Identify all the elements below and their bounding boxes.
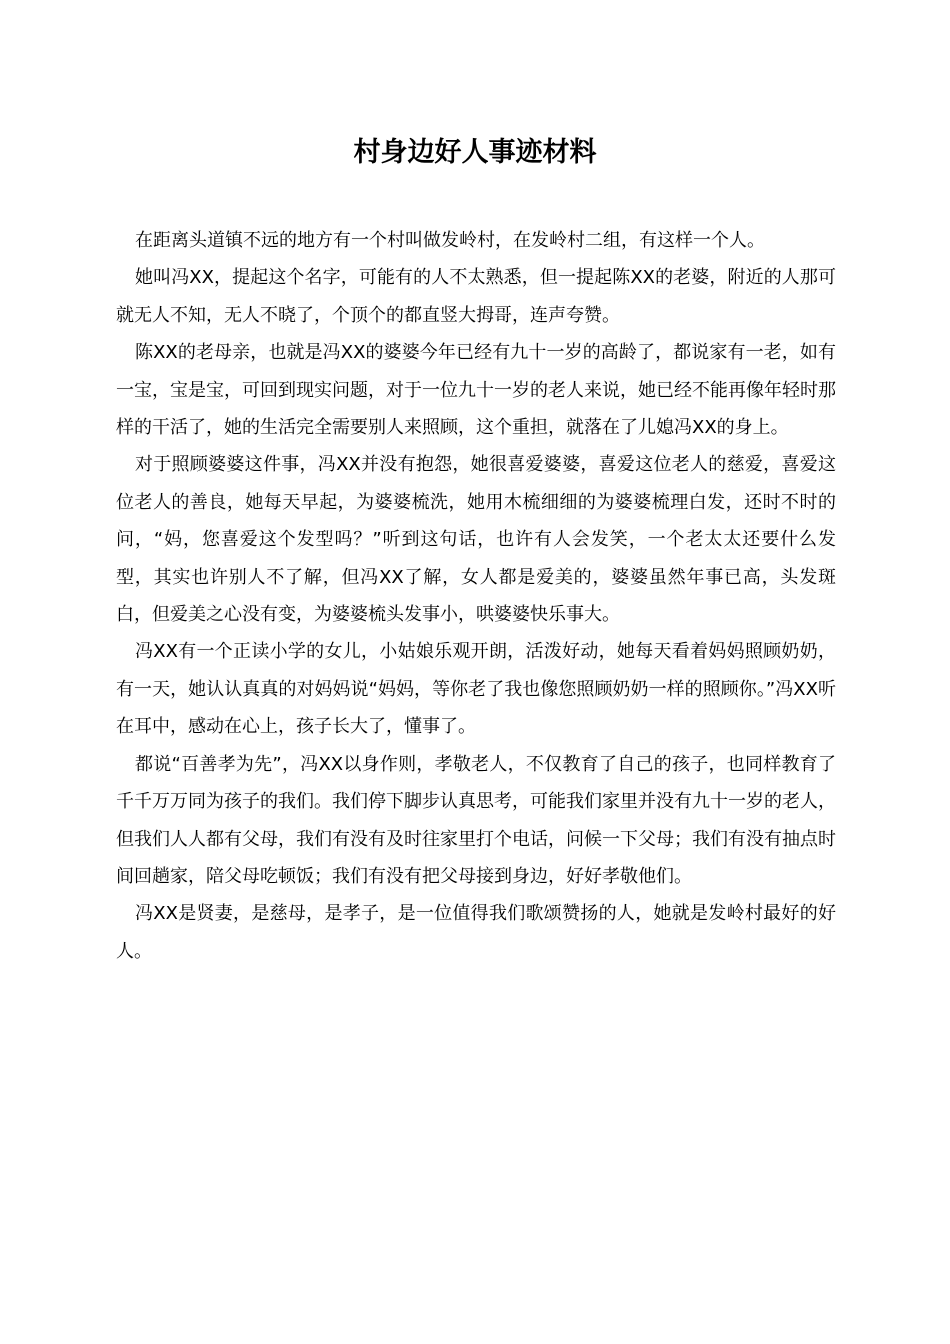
document-title: 村身边好人事迹材料 [353, 137, 597, 168]
paragraph: 在距离头道镇不远的地方有一个村叫做发岭村，在发岭村二组，有这样一个人。 [135, 230, 765, 251]
document-body [116, 222, 836, 970]
paragraph: 冯XX有一个正读小学的女儿，小姑娘乐观开朗，活泼好动，她每天看着妈妈照顾奶奶，有一天，她认认真真的对妈妈说“妈妈，等你老了我也像您照顾奶奶一样的照顾你。”冯XX听在耳中，感动在心上，孩子长大了，懂事了。 [116, 641, 836, 738]
paragraph: 她叫冯XX，提起这个名字，可能有的人不太熟悉，但一提起陈XX的老婆，附近的人那可就无人不知，无人不晓了，个顶个的都直竖大拇哥，连声夸赞。 [116, 267, 836, 326]
paragraph: 都说“百善孝为先”，冯XX以身作则，孝敬老人，不仅教育了自己的孩子，也同样教育了千千万万同为孩子的我们。我们停下脚步认真思考，可能我们家里并没有九十一岁的老人，但我们人人都有父母，我们有没有及时往家里打个电话，问候一下父母；我们有没有抽点时间回趟家，陪父母吃顿饭；我们有没有把父母接到身边，好好孝敬他们。 [116, 753, 836, 887]
paragraph: 冯XX是贤妻，是慈母，是孝子，是一位值得我们歌颂赞扬的人，她就是发岭村最好的好人。 [116, 903, 836, 962]
paragraph: 陈XX的老母亲，也就是冯XX的婆婆今年已经有九十一岁的高龄了，都说家有一老，如有一宝，宝是宝，可回到现实问题，对于一位九十一岁的老人来说，她已经不能再像年轻时那样的干活了，她的生活完全需要别人来照顾，这个重担，就落在了儿媳冯XX的身上。 [116, 342, 836, 439]
paragraph: 对于照顾婆婆这件事，冯XX并没有抱怨，她很喜爱婆婆，喜爱这位老人的慈爱，喜爱这位老人的善良，她每天早起，为婆婆梳洗，她用木梳细细的为婆婆梳理白发，还时不时的问，“妈，您喜爱这个发型吗？”听到这句话，也许有人会发笑，一个老太太还要什么发型，其实也许别人不了解，但冯XX了解，女人都是爱美的，婆婆虽然年事已高，头发斑白，但爱美之心没有变，为婆婆梳头发事小，哄婆婆快乐事大。 [116, 454, 836, 626]
